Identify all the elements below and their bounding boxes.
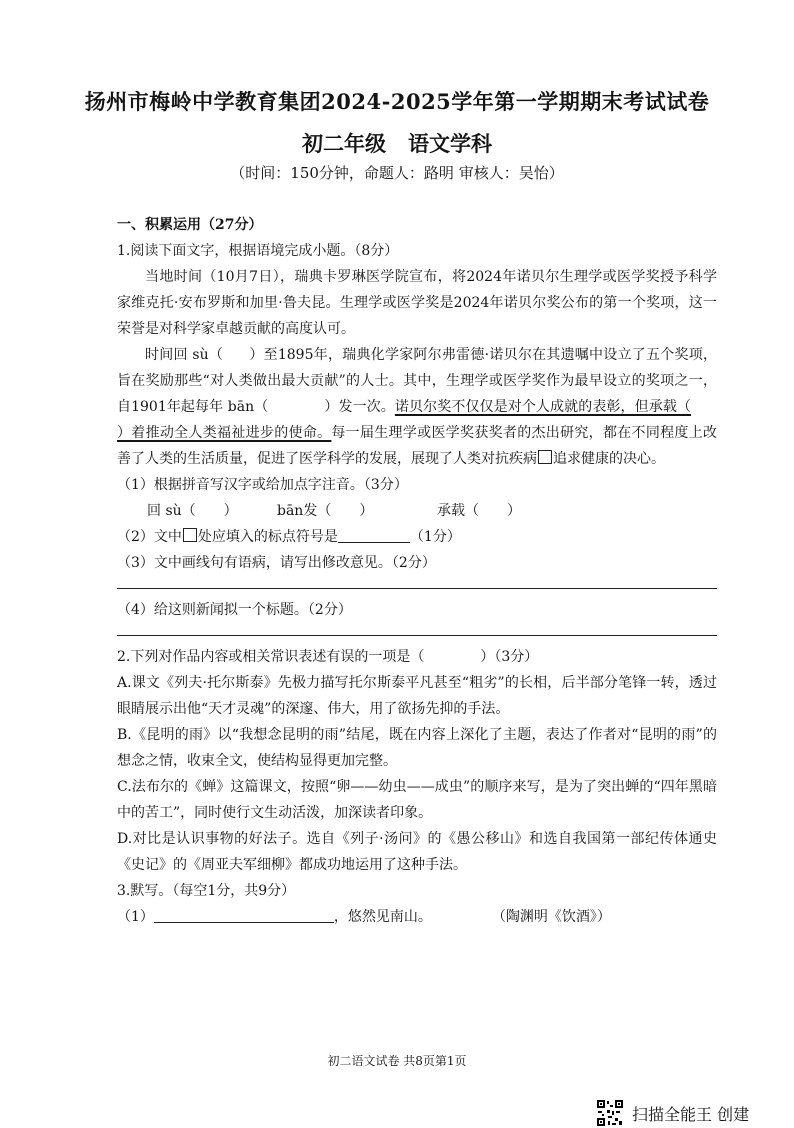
pinyin-item-ban[interactable]: bān发（ ） xyxy=(277,503,374,519)
subject-label: 语文学科 xyxy=(408,131,492,156)
question-1-stem: 1.阅读下面文字，根据语境完成小题。（8分） xyxy=(117,243,399,259)
underlined-text-b: ）着推动全人类福祉进步的使命。 xyxy=(117,425,332,441)
grade-subject xyxy=(0,128,794,158)
sub2-text-b: 处应填入的标点符号是 xyxy=(197,529,338,545)
question-2-stem: 2.下列对作品内容或相关常识表述有误的一项是（ ）（3分） xyxy=(117,649,539,665)
section-heading: 一、积累运用（27分） xyxy=(117,217,263,233)
question-3-stem: 3.默写。（每空1分，共9分） xyxy=(117,883,296,899)
question-1-paragraph-1: 当地时间（10月7日），瑞典卡罗琳医学院宣布，将2024年诺贝尔生理学或医学奖授予科学家维克托·安布罗斯和加里·鲁夫昆。生理学或医学奖是2024年诺贝尔奖公布的第一个奖项，这一荣誉是对科学家卓越贡献的高度认可。 xyxy=(117,269,717,337)
sub-question-3: （3）文中画线句有语病，请写出修改意见。（2分） xyxy=(117,555,436,571)
sub-question-1: （1）根据拼音写汉字或给加点字注音。（3分） xyxy=(117,477,408,493)
punctuation-box xyxy=(183,528,197,542)
para2-text-b: ）至1895年，瑞典化学家阿尔弗雷德·诺贝尔在其遗嘱中设立了五个奖项，旨在奖励那些“对人类做出最大贡献”的人士。其中，生理学或医学奖作为最早设立的奖项之一，自1901年起每年 bān（ xyxy=(117,347,718,415)
para2-text-c: ）发一次。 xyxy=(324,399,395,415)
question-2-option-a: A.课文《列夫·托尔斯泰》先极力描写托尔斯泰平凡甚至“粗劣”的长相，后半部分笔锋一转，透过眼睛展示出他“天才灵魂”的深邃、伟大，用了欲扬先抑的手法。 xyxy=(117,675,717,717)
sub-question-1-items xyxy=(117,498,717,524)
sub2-text-a: （2）文中 xyxy=(117,529,182,545)
qr-code-icon xyxy=(596,1099,624,1127)
question-3-line-1 xyxy=(117,904,717,930)
para2-text-a: 时间回 sù（ xyxy=(145,347,224,363)
sub-question-4: （4）给这则新闻拟一个标题。（2分） xyxy=(117,602,352,618)
question-2-option-b: B.《昆明的雨》以“我想念昆明的雨”结尾，既在内容上深化了主题，表达了作者对“昆明的雨”的想念之情，收束全文，使结构显得更加完整。 xyxy=(117,727,717,769)
answer-blank[interactable] xyxy=(338,528,410,543)
pinyin-item-su[interactable]: 回 sù（ ） xyxy=(147,503,238,519)
page-footer: 初二语文试卷 共8页第1页 xyxy=(327,1054,467,1068)
answer-blank[interactable] xyxy=(154,908,334,923)
answer-line[interactable] xyxy=(117,588,717,589)
question-1-paragraph-2 xyxy=(117,342,717,472)
watermark-text: 扫描全能王 创建 xyxy=(632,1104,750,1124)
sub2-text-c: （1分） xyxy=(409,529,461,545)
exam-content xyxy=(117,212,717,930)
question-2-option-d: D.对比是认识事物的好法子。选自《列子·汤问》的《愚公移山》和选自我国第一部纪传体通史《史记》的《周亚夫军细柳》都成功地运用了这种手法。 xyxy=(117,831,717,873)
answer-line[interactable] xyxy=(117,635,717,636)
para2-text-d: 每一届生理学或医学奖获奖者的杰出研究，都在不同程度上改善了人类的生活质量，促进了医学科学的发展，展现了人类对抗疾病 xyxy=(117,425,717,467)
para2-text-e: 追求健康的决心。 xyxy=(553,451,665,467)
punctuation-box xyxy=(538,450,552,464)
scanner-watermark xyxy=(596,1098,749,1128)
sub-question-2 xyxy=(117,524,717,550)
line1-source: （陶渊明《饮酒》） xyxy=(491,909,611,925)
line1-text: ，悠然见南山。 xyxy=(333,909,432,925)
line1-number: （1） xyxy=(117,909,154,925)
exam-title: 扬州市梅岭中学教育集团2024-2025学年第一学期期末考试试卷 xyxy=(84,89,710,114)
pinyin-item-zai[interactable]: 承载（ ） xyxy=(437,503,521,519)
question-2-option-c: C.法布尔的《蝉》这篇课文，按照“卵——幼虫——成虫”的顺序来写，是为了突出蝉的“四年黑暗中的苦工”，同时使行文生动活泼，加深读者印象。 xyxy=(117,779,717,821)
grade-label: 初二年级 xyxy=(302,131,386,156)
underlined-text-a: 诺贝尔奖不仅仅是对个人成就的表彰，但承载（ xyxy=(394,399,692,415)
exam-meta: （时间：150分钟，命题人：路明 审核人：吴怡） xyxy=(230,164,564,182)
